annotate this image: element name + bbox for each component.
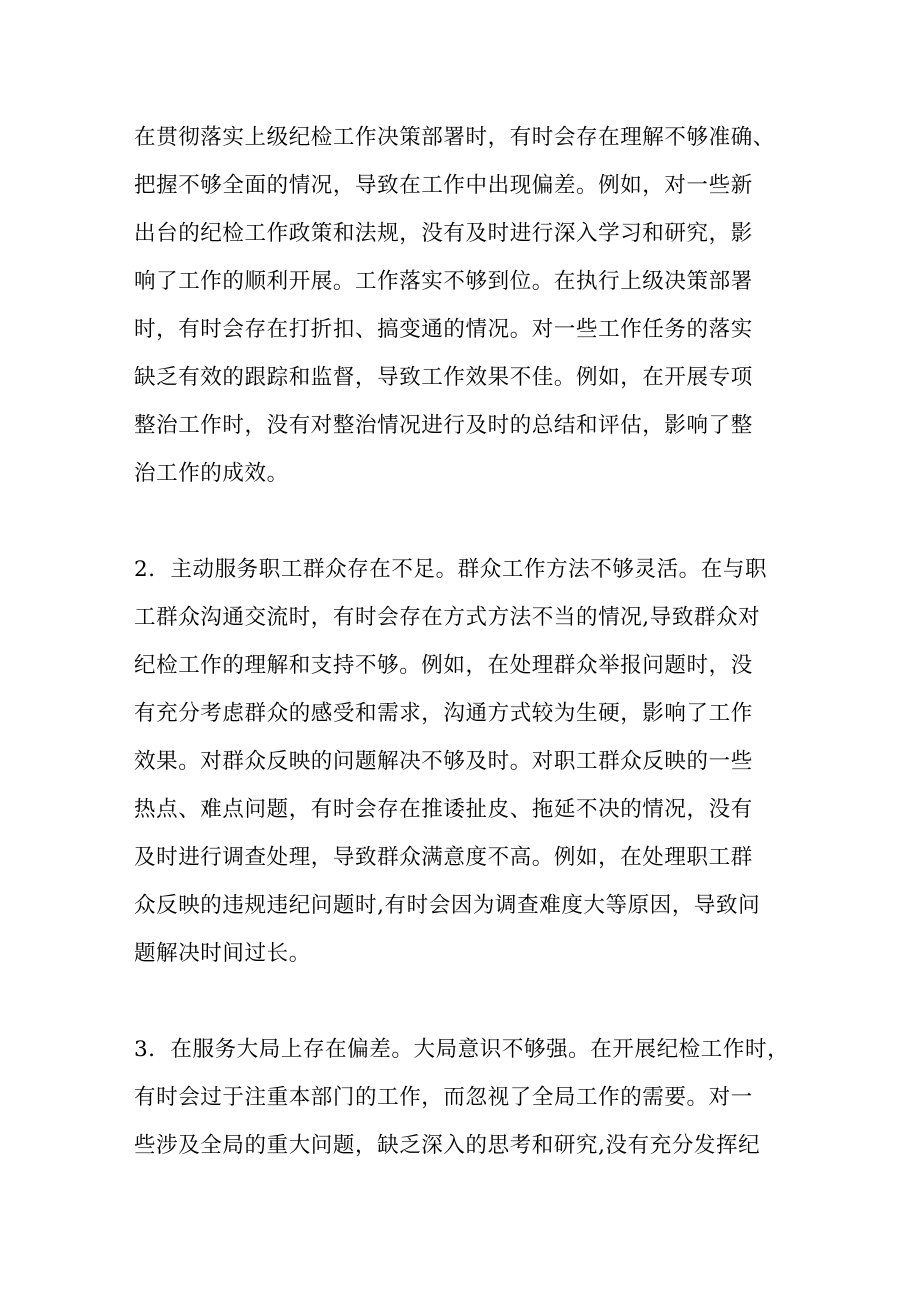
text-line: 些涉及全局的重大问题，缺乏深入的思考和研究,没有充分发挥纪 (134, 1133, 761, 1158)
text-line: 工群众沟通交流时，有时会存在方式方法不当的情况,导致群众对 (134, 605, 761, 630)
text-line: 纪检工作的理解和支持不够。例如，在处理群众举报问题时，没 (134, 653, 753, 678)
text-line: 治工作的成效。 (134, 461, 289, 486)
text-line: 2．主动服务职工群众存在不足。群众工作方法不够灵活。在与职 (134, 557, 768, 582)
text-line: 把握不够全面的情况，导致在工作中出现偏差。例如，对一些新 (134, 173, 753, 198)
text-line: 题解决时间过长。 (134, 941, 311, 966)
text-line: 及时进行调查处理，导致群众满意度不高。例如，在处理职工群 (134, 845, 753, 870)
text-line: 出台的纪检工作政策和法规，没有及时进行深入学习和研究，影 (134, 221, 753, 246)
text-line: 有充分考虑群众的感受和需求，沟通方式较为生硬，影响了工作 (134, 701, 753, 726)
text-line: 热点、难点问题，有时会存在推诿扯皮、拖延不决的情况，没有 (134, 797, 753, 822)
text-line: 整治工作时，没有对整治情况进行及时的总结和评估，影响了整 (134, 413, 753, 438)
text-line: 众反映的违规违纪问题时,有时会因为调查难度大等原因，导致问 (134, 893, 761, 918)
text-line: 效果。对群众反映的问题解决不够及时。对职工群众反映的一些 (134, 749, 753, 774)
text-line: 响了工作的顺利开展。工作落实不够到位。在执行上级决策部署 (134, 269, 753, 294)
text-line: 时，有时会存在打折扣、搞变通的情况。对一些工作任务的落实 (134, 317, 753, 342)
text-line: 有时会过于注重本部门的工作，而忽视了全局工作的需要。对一 (134, 1085, 753, 1110)
text-line: 3．在服务大局上存在偏差。大局意识不够强。在开展纪检工作时， (134, 1037, 790, 1062)
text-line: 缺乏有效的跟踪和监督，导致工作效果不佳。例如，在开展专项 (134, 365, 753, 390)
text-line: 在贯彻落实上级纪检工作决策部署时，有时会存在理解不够准确、 (134, 125, 775, 150)
